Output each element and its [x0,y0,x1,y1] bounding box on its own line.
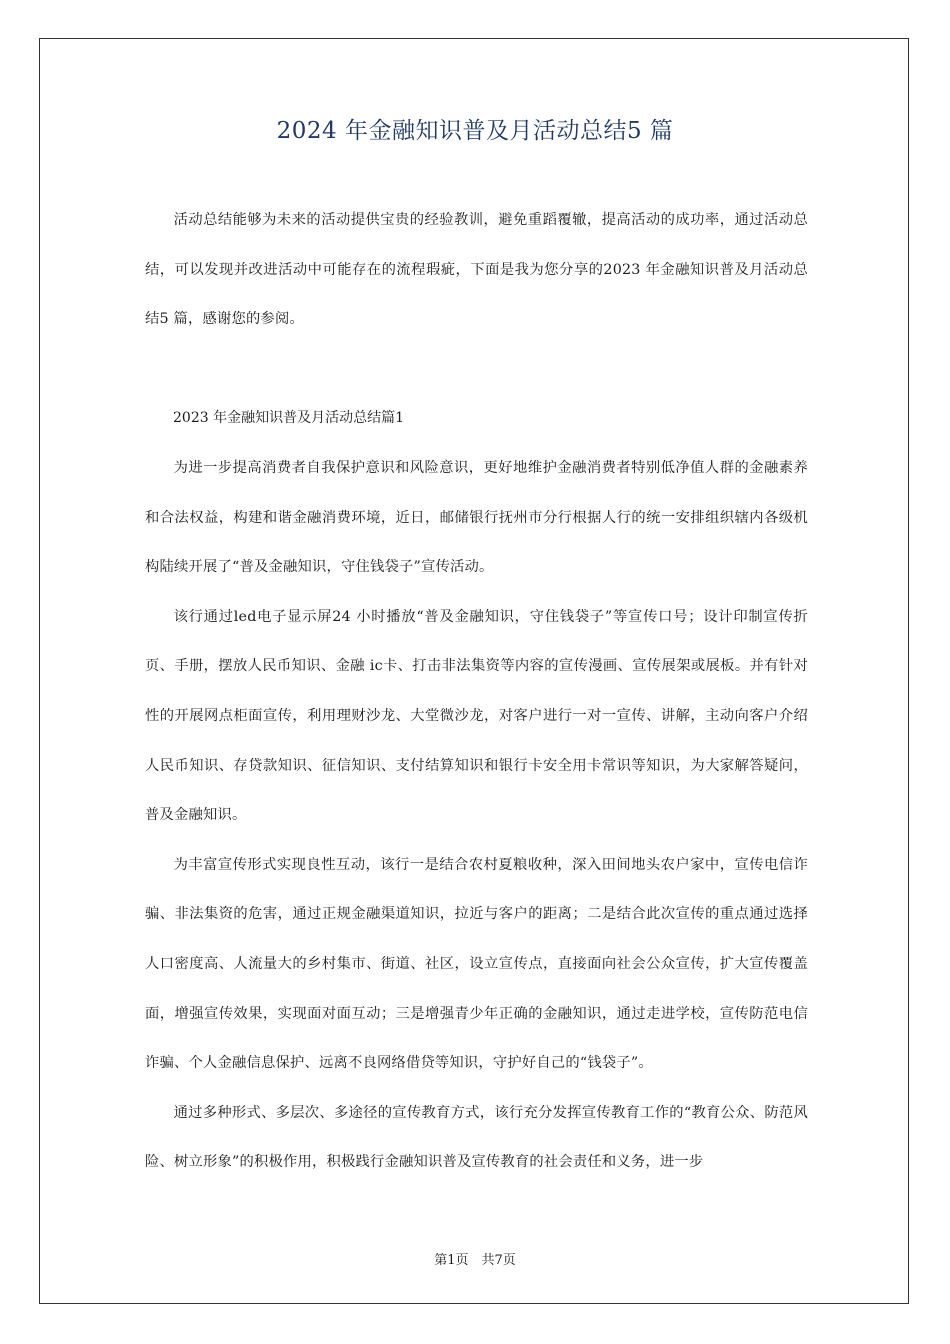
page-footer: 第1页 共7页 [434,1253,516,1268]
section-paragraph-2: 该行通过led电子显示屏24 小时播放“普及金融知识，守住钱袋子”等宣传口号；设计印制宣传折页、手册，摆放人民币知识、金融 ic卡、打击非法集资等内容的宣传漫画、宣传展架或展板。并有针对性的开展网点柜面宣传，利用理财沙龙、大堂微沙龙，对客户进行一对一宣传、讲解，主动向客户介绍人民币知识、存贷款知识、征信知识、支付结算知识和银行卡安全用卡常识等知识，为大家解答疑问，普及金融知识。 [145,608,808,824]
intro-paragraph: 活动总结能够为未来的活动提供宝贵的经验教训，避免重蹈覆辙，提高活动的成功率，通过活动总结，可以发现并改进活动中可能存在的流程瑕疵，下面是我为您分享的2023 年金融知识普及月活动总结5 篇，感谢您的参阅。 [145,212,808,328]
section-heading: 2023 年金融知识普及月活动总结篇1 [173,410,404,427]
section-paragraph-3: 为丰富宣传形式实现良性互动，该行一是结合农村夏粮收种，深入田间地头农户家中，宣传电信诈骗、非法集资的危害，通过正规金融渠道知识，拉近与客户的距离；二是结合此次宣传的重点通过选择人口密度高、人流量大的乡村集市、街道、社区，设立宣传点，直接面向社会公众宣传，扩大宣传覆盖面，增强宣传效果，实现面对面互动；三是增强青少年正确的金融知识，通过走进学校，宣传防范电信诈骗、个人金融信息保护、远离不良网络借贷等知识，守护好自己的“钱袋子”。 [145,856,808,1072]
section-paragraph-1: 为进一步提高消费者自我保护意识和风险意识，更好地维护金融消费者特别低净值人群的金融素养和合法权益，构建和谐金融消费环境，近日，邮储银行抚州市分行根据人行的统一安排组织辖内各级机构陆续开展了“普及金融知识，守住钱袋子”宣传活动。 [145,459,808,576]
section-paragraph-4: 通过多种形式、多层次、多途径的宣传教育方式，该行充分发挥宣传教育工作的“教育公众、防范风险、树立形象”的积极作用，积极践行金融知识普及宣传教育的社会责任和义务，进一步 [145,1104,808,1171]
paragraph-spacer [145,345,808,395]
document-body [145,196,808,1188]
document-title: 2024 年金融知识普及月活动总结5 篇 [276,118,674,144]
